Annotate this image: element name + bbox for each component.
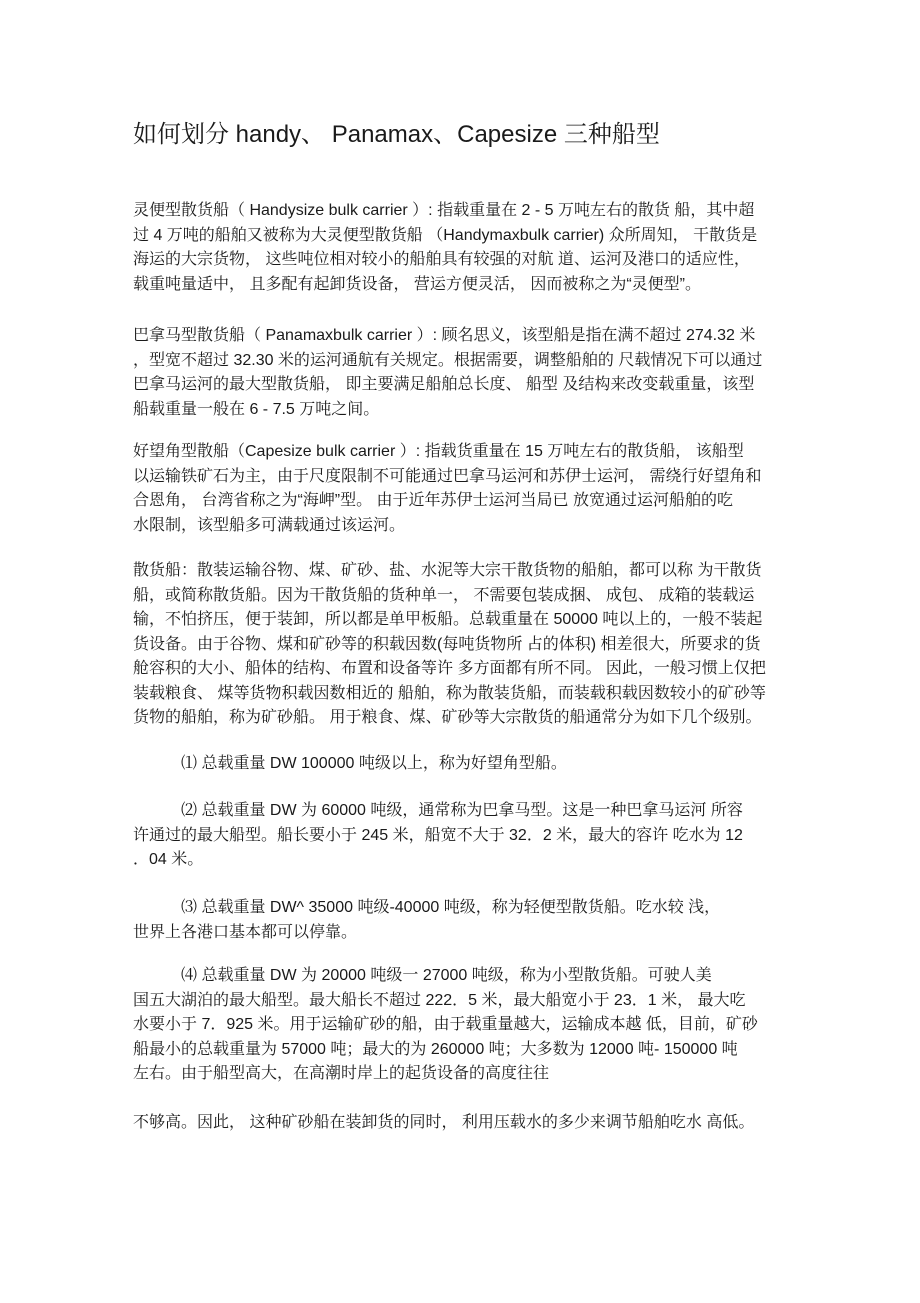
text-line: 过 4 万吨的船舶又被称为大灵便型散货船 （Handymaxbulk carrier) 众所周知， 干散货是 xyxy=(133,226,758,244)
text-line: ⑶ 总载重量 DW^ 35000 吨级-40000 吨级，称为轻便型散货船。吃水较 浅， xyxy=(181,899,721,916)
paragraph-capesize xyxy=(133,440,793,538)
text-line: 船最小的总载重量为 57000 吨；最大的为 260000 吨；大多数为 12000 吨- 150000 吨 xyxy=(133,1040,738,1058)
text-line: 输，不怕挤压，便于装卸，所以都是单甲板船。总载重量在 50000 吨以上的，一般不装起 xyxy=(133,611,763,628)
text-line: ．04 米。 xyxy=(133,851,204,868)
text-line: 灵便型散货船（ Handysize bulk carrier ）: 指载重量在 2 - 5 万吨左右的散货 船，其中超 xyxy=(133,202,755,219)
text-line: 以运输铁矿石为主，由于尺度限制不可能通过巴拿马运河和苏伊士运河， 需绕行好望角和 xyxy=(133,467,762,485)
text-line: 装载粮食、 煤等货物积载因数相近的 船舶，称为散装货船，而装载积载因数较小的矿砂等 xyxy=(133,684,766,702)
paragraph-closing xyxy=(133,1111,793,1136)
text-line: 载重吨量适中， 且多配有起卸货设备， 营运方便灵活， 因而被称之为“灵便型”。 xyxy=(133,275,701,293)
list-item-2 xyxy=(133,799,793,873)
text-line: 左右。由于船型高大，在高潮时岸上的起货设备的高度往往 xyxy=(133,1065,550,1082)
text-line: 舱容积的大小、船体的结构、布置和设备等许 多方面都有所不同。 因此，一般习惯上仅把 xyxy=(133,660,766,677)
text-line: 船载重量一般在 6 - 7.5 万吨之间。 xyxy=(133,400,380,418)
text-line: 不够高。因此， 这种矿砂船在装卸货的同时， 利用压载水的多少来调节船舶吃水 高低。 xyxy=(133,1114,755,1131)
text-line: 海运的大宗货物， 这些吨位相对较小的船舶具有较强的对航 道、运河及港口的适应性， xyxy=(133,251,750,268)
text-line: 散货船：散装运输谷物、煤、矿砂、盐、水泥等大宗干散货物的船舶，都可以称 为干散货 xyxy=(133,562,762,579)
text-line: 合恩角， 台湾省称之为“海岬”型。 由于近年苏伊士运河当局已 放宽通过运河船舶的吃 xyxy=(133,492,733,509)
paragraph-bulk-carrier xyxy=(133,559,793,731)
text-line: 巴拿马运河的最大型散货船， 即主要满足船舶总长度、 船型 及结构来改变载重量，该型 xyxy=(133,376,755,393)
text-line: 世界上各港口基本都可以停靠。 xyxy=(133,923,358,941)
text-line: ，型宽不超过 32.30 米的运河通航有关规定。根据需要，调整船舶的 尺载情况下可以通过 xyxy=(133,351,763,369)
text-line: 船，或简称散货船。因为干散货船的货种单一， 不需要包装成捆、 成包、 成箱的装载运 xyxy=(133,586,755,604)
text-line: 国五大湖泊的最大船型。最大船长不超过 222．5 米，最大船宽小于 23．1 米， 最大吃 xyxy=(133,991,746,1009)
text-line: 好望角型散船（Capesize bulk carrier ）: 指载货重量在 15 万吨左右的散货船， 该船型 xyxy=(133,443,744,460)
text-line: 货设备。由于谷物、煤和矿砂等的积载因数(每吨货物所 占的体积) 相差很大，所要求的货 xyxy=(133,635,761,653)
paragraph-panamax xyxy=(133,324,793,422)
text-line: 水限制，该型船多可满载通过该运河。 xyxy=(133,516,406,534)
text-line: 水要小于 7．925 米。用于运输矿砂的船，由于载重量越大，运输成本越 低，目前，矿砂 xyxy=(133,1016,758,1033)
document-title: 如何划分 handy、 Panamax、Capesize 三种船型 xyxy=(133,121,660,148)
text-line: ⑵ 总载重量 DW 为 60000 吨级，通常称为巴拿马型。这是一种巴拿马运河 所容 xyxy=(181,802,743,819)
text-line: ⑷ 总载重量 DW 为 20000 吨级一 27000 吨级，称为小型散货船。可驶人美 xyxy=(181,967,712,984)
list-item-3 xyxy=(133,896,793,945)
list-item-1 xyxy=(133,752,793,777)
text-line: ⑴ 总载重量 DW 100000 吨级以上，称为好望角型船。 xyxy=(181,755,567,772)
text-line: 货物的船舶，称为矿砂船。 用于粮食、煤、矿砂等大宗散货的船通常分为如下几个级别。 xyxy=(133,709,762,726)
paragraph-handysize xyxy=(133,199,793,297)
list-item-4 xyxy=(133,964,793,1087)
text-line: 巴拿马型散货船（ Panamaxbulk carrier ）: 顾名思义，该型船是指在满不超过 274.32 米 xyxy=(133,327,756,344)
text-line: 许通过的最大船型。船长要小于 245 米，船宽不大于 32．2 米，最大的容许 吃水为 12 xyxy=(133,826,743,844)
